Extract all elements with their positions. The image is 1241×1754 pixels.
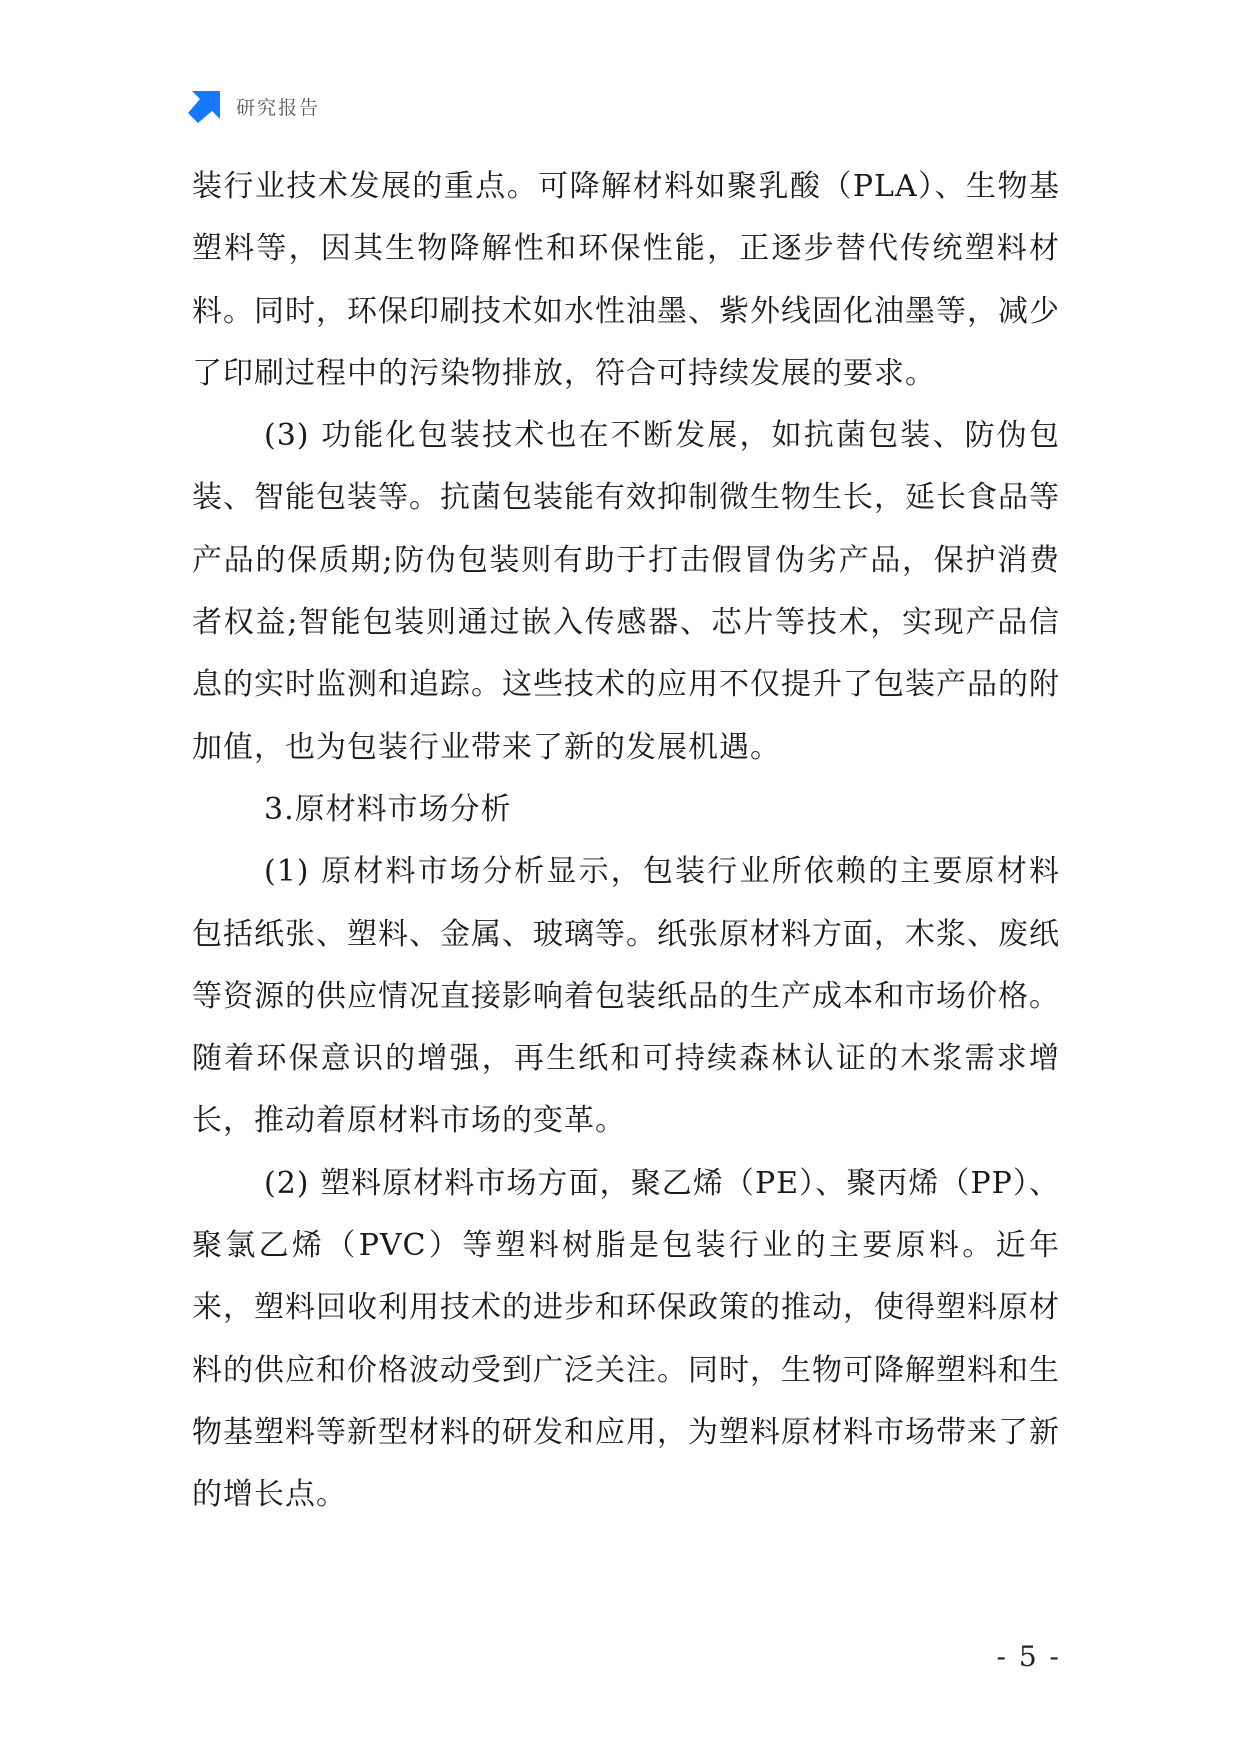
paragraph-functional-packaging: (3) 功能化包装技术也在不断发展，如抗菌包装、防伪包装、智能包装等。抗菌包装能有效抑制微生物生长，延长食品等产品的保质期;防伪包装则有助于打击假冒伪劣产品，保护消费者权益;智能包装则通过嵌入传感器、芯片等技术，实现产品信息的实时监测和追踪。这些技术的应用不仅提升了包装产品的附加值，也为包装行业带来了新的发展机遇。 — [192, 418, 1060, 765]
paragraph-raw-materials-1: (1) 原材料市场分析显示，包装行业所依赖的主要原材料包括纸张、塑料、金属、玻璃等。纸张原材料方面，木浆、废纸等资源的供应情况直接影响着包装纸品的生产成本和市场价格。随着环保意识的增强，再生纸和可持续森林认证的木浆需求增长，推动着原材料市场的变革。 — [192, 854, 1060, 1139]
page-header — [188, 88, 320, 124]
page-number: - 5 - — [996, 1640, 1061, 1673]
paragraph-raw-materials-2: (2) 塑料原材料市场方面，聚乙烯（PE）、聚丙烯（PP）、聚氯乙烯（PVC）等塑料树脂是包装行业的主要原料。近年来，塑料回收利用技术的进步和环保政策的推动，使得塑料原材料的供应和价格波动受到广泛关注。同时，生物可降解塑料和生物基塑料等新型材料的研发和应用，为塑料原材料市场带来了新的增长点。 — [192, 1165, 1060, 1513]
paragraph-continued: 装行业技术发展的重点。可降解材料如聚乳酸（PLA）、生物基塑料等，因其生物降解性和环保性能，正逐步替代传统塑料材料。同时，环保印刷技术如水性油墨、紫外线固化油墨等，减少了印刷过程中的污染物排放，符合可持续发展的要求。 — [192, 169, 1060, 391]
section-heading-raw-materials: 3.原材料市场分析 — [264, 791, 512, 827]
arrow-up-right-icon — [188, 89, 222, 123]
header-title: 研究报告 — [236, 96, 321, 119]
document-body — [192, 156, 1060, 1527]
